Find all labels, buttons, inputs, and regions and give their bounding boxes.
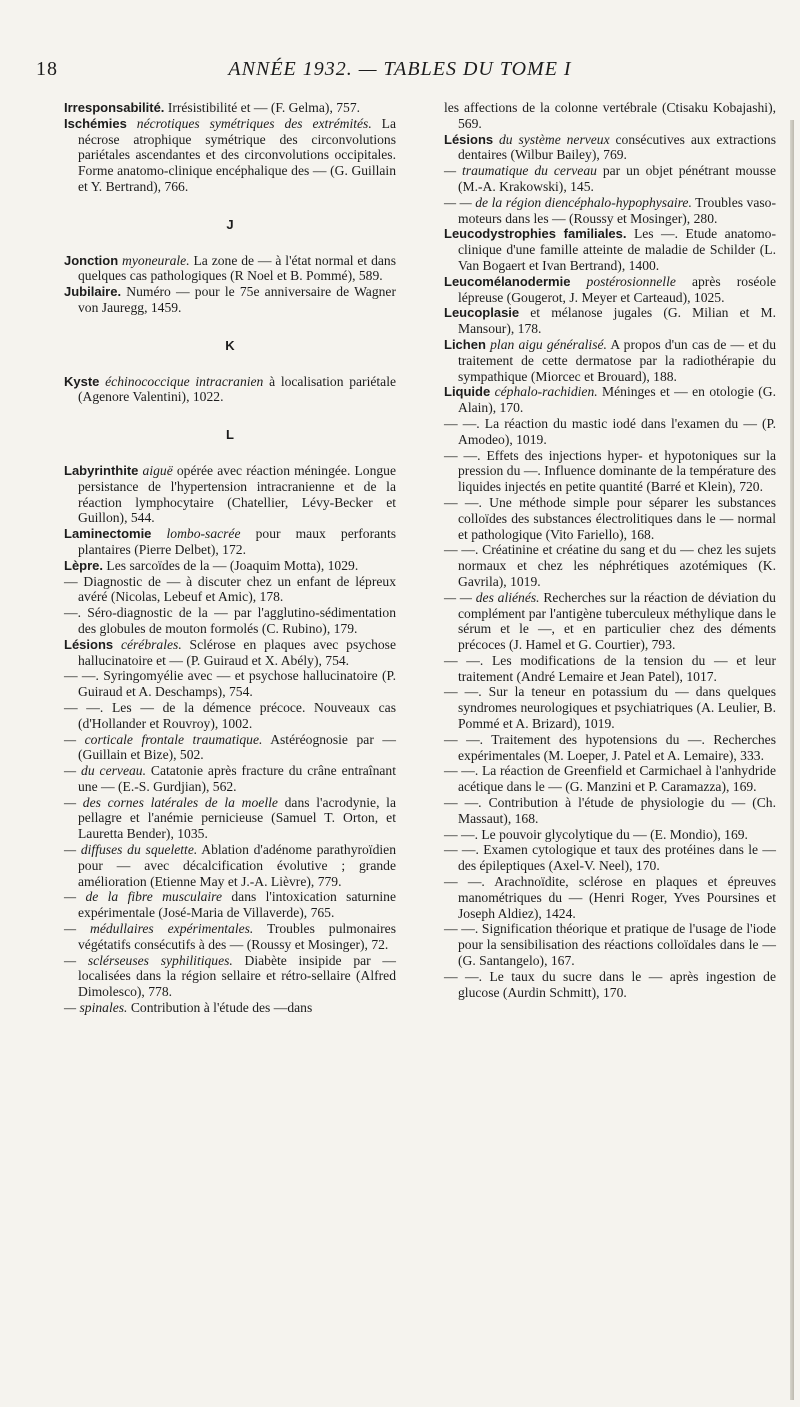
- index-entry: [444, 132, 776, 164]
- entry-text: — —. Une méthode simple pour séparer les substances colloïdes des substances électrolitiques dans le — normal et pathologique (Vito Fariello), 168.: [444, 494, 776, 542]
- page-spine-edge: [790, 120, 794, 1400]
- entry-headword: Lésions: [444, 131, 494, 147]
- entry-text: Contribution à l'étude des —dans: [127, 1000, 313, 1016]
- index-entry: [64, 284, 396, 316]
- entry-text: — —. Le pouvoir glycolytique du — (E. Mondio), 169.: [444, 826, 748, 842]
- entry-text: — —. Sur la teneur en potassium du — dans quelques syndromes neurologiques et psychiatriques (A. Leulier, B. Pommé et A. Brizard), 1019.: [444, 684, 776, 732]
- entry-headword: Kyste: [64, 373, 100, 389]
- entry-text: —. Séro-diagnostic de la — par l'agglutino-sédimentation des globules de mouton formolés (C. Rubino), 179.: [64, 605, 396, 636]
- entry-text: Astéréognosie par — (Guillain et Bize), 502.: [78, 731, 396, 763]
- index-entry: [64, 842, 396, 889]
- index-entry: [444, 795, 776, 827]
- index-entry: [444, 384, 776, 416]
- entry-text: à localisation pariétale (Agenore Valentini), 1022.: [78, 373, 396, 405]
- entry-text: — —. Les — de la démence précoce. Nouveaux cas (d'Hollander et Rouvroy), 1002.: [64, 699, 396, 731]
- entry-subheading: — traumatique du cerveau: [444, 163, 597, 179]
- entries-group-j: [64, 253, 396, 316]
- entry-text: Irrésistibilité et — (F. Gelma), 757.: [164, 100, 361, 115]
- index-entry: [444, 684, 776, 731]
- entry-text: Catatonie après fracture du crâne entraînant une — (E.-S. Gurdjian), 562.: [78, 763, 396, 794]
- entry-subheading: plan aigu généralisé.: [485, 336, 607, 352]
- index-entry: [64, 574, 396, 606]
- index-entry: [64, 795, 396, 842]
- entry-text: — —. La réaction du mastic iodé dans l'examen du — (P. Amodeo), 1019.: [444, 415, 776, 447]
- entry-text: Méninges et — en otologie (G. Alain), 170.: [458, 384, 776, 416]
- right-column: [444, 100, 776, 1000]
- entries-group-l: [64, 463, 396, 1016]
- index-entry: [444, 100, 776, 132]
- entry-subheading: myoneurale.: [118, 252, 190, 268]
- index-entry: [64, 1000, 396, 1016]
- index-entry: [444, 969, 776, 1001]
- entries-group-right: [444, 100, 776, 1000]
- index-entry: [444, 590, 776, 653]
- index-entry: [64, 921, 396, 953]
- index-entry: [64, 374, 396, 406]
- index-entry: [64, 116, 396, 195]
- entry-subheading: — sclérseuses syphilitiques.: [64, 952, 233, 968]
- entry-subheading: — médullaires expérimentales.: [64, 921, 254, 937]
- entry-subheading: cérébrales.: [113, 636, 182, 652]
- entry-subheading: — de la fibre musculaire: [64, 889, 222, 905]
- page-number: 18: [36, 58, 58, 80]
- entry-text: — —. Traitement des hypotensions du —. Recherches expérimentales (M. Loeper, J. Patel et A. Lemaire), 333.: [444, 731, 776, 763]
- entry-headword: Liquide: [444, 384, 491, 400]
- index-entry: [64, 605, 396, 637]
- entry-text: opérée avec réaction méningée. Longue persistance de l'hypertension intracranienne et de la réaction lymphocytaire (Chatellier, Lévy-Becker et Guillon), 544.: [78, 462, 396, 526]
- entry-headword: Laminectomie: [64, 526, 152, 542]
- index-entry: [444, 448, 776, 495]
- index-entry: [444, 226, 776, 273]
- entries-group-k: [64, 374, 396, 406]
- entry-headword: Ischémies: [64, 115, 127, 131]
- entry-subheading: — — de la région diencéphalo-hypophysaire.: [444, 194, 692, 210]
- entry-text: — —. Examen cytologique et taux des protéines dans le — des épileptiques (Axel-V. Neel), 170.: [444, 842, 776, 874]
- index-entry: [444, 163, 776, 195]
- index-entry: [64, 526, 396, 558]
- entry-text: pour maux perforants plantaires (Pierre Delbet), 172.: [78, 526, 397, 557]
- entry-text: — —. Les modifications de la tension du — et leur traitement (André Lemaire et Jean Patel), 1017.: [444, 652, 776, 684]
- running-head: ANNÉE 1932. — TABLES DU TOME I: [228, 58, 572, 80]
- index-entry: [444, 653, 776, 685]
- entry-text: Les —. Etude anatomo-clinique d'une famille atteinte de maladie de Schilder (L. Van Bogaert et Ivan Bertrand), 1400.: [458, 226, 776, 273]
- entry-text: — —. Créatinine et créatine du sang et du — chez les sujets normaux et chez les néphrétiques azotémiques (K. Gavrila), 1019.: [444, 542, 776, 589]
- entry-subheading: — spinales.: [64, 1000, 128, 1016]
- entry-text: Diabète insipide par — localisées dans la région sellaire et rétro-sellaire (Alfred Dimolesco), 778.: [78, 952, 396, 1000]
- index-entry: [64, 889, 396, 921]
- entry-text: — —. Syringomyélie avec — et psychose hallucinatoire (P. Guiraud et A. Deschamps), 754.: [64, 668, 396, 700]
- entry-text: Numéro — pour le 75e anniversaire de Wagner von Jauregg, 1459.: [78, 284, 396, 315]
- index-entry: [444, 842, 776, 874]
- entry-subheading: — corticale frontale traumatique.: [64, 731, 263, 747]
- entry-text: et mélanose jugales (G. Milian et M. Mansour), 178.: [458, 305, 776, 337]
- page-header: [0, 58, 800, 88]
- entry-subheading: — du cerveau.: [64, 763, 146, 779]
- entry-headword: Jonction: [64, 252, 119, 268]
- entry-text: La zone de — à l'état normal et dans quelques cas pathologiques (R Noel et B. Pommé), 589.: [78, 252, 396, 284]
- entry-headword: Jubilaire.: [64, 284, 122, 300]
- index-entry: [64, 100, 396, 116]
- entry-subheading: échinococcique intracranien: [99, 373, 264, 389]
- index-entry: [444, 195, 776, 227]
- index-entry: [64, 953, 396, 1000]
- index-entry: [444, 732, 776, 764]
- entry-text: les affections de la colonne vertébrale (Ctisaku Kobajashi), 569.: [444, 100, 776, 131]
- index-entry: [444, 763, 776, 795]
- entry-text: Troubles pulmonaires végétatifs consécutifs à des — (Roussy et Mosinger), 72.: [78, 921, 396, 952]
- entry-text: après roséole lépreuse (Gougerot, J. Meyer et Carteaud), 1025.: [458, 273, 776, 305]
- entry-subheading: aiguë: [138, 462, 173, 478]
- entry-subheading: lombo-sacrée: [151, 526, 241, 542]
- entry-subheading: du système nerveux: [493, 131, 610, 147]
- left-column: [64, 100, 396, 1016]
- entry-subheading: postérosionnelle: [570, 273, 676, 289]
- entry-text: — —. Effets des injections hyper- et hypotoniques sur la pression du —. Influence dominante de la température des liquides injectés en petite quantité (Barré et Klein), 720.: [444, 447, 776, 495]
- entry-headword: Leucoplasie: [444, 305, 520, 321]
- index-entry: [64, 668, 396, 700]
- entry-headword: Leucodystrophies familiales.: [444, 226, 627, 242]
- index-entry: [444, 495, 776, 542]
- section-letter-l: L: [226, 427, 234, 443]
- index-entry: [444, 874, 776, 921]
- entry-text: La nécrose atrophique symétrique des circonvolutions pariétales ascendantes et des circonvolutions occipitales. Forme anatomo-clinique encéphalique des — (G. Guillain et Y. Bertrand), 766.: [78, 115, 396, 194]
- entry-text: Les sarcoïdes de la — (Joaquim Motta), 1029.: [103, 557, 359, 573]
- entry-headword: Labyrinthite: [64, 462, 139, 478]
- index-entry: [64, 558, 396, 574]
- section-letter-k: K: [225, 337, 235, 353]
- index-entry: [64, 700, 396, 732]
- entry-headword: Lésions: [64, 636, 114, 652]
- index-entry: [444, 305, 776, 337]
- entry-text: dans l'acrodynie, la pellagre et l'anémie pernicieuse (Samuel T. Orton, et Lauretta Bender), 1035.: [78, 794, 396, 842]
- entry-text: — —. Contribution à l'étude de physiologie du — (Ch. Massaut), 168.: [444, 795, 776, 826]
- index-entry: [444, 337, 776, 384]
- entry-text: dans l'intoxication saturnine expérimentale (José-Maria de Villaverde), 765.: [78, 889, 396, 921]
- entry-subheading: — diffuses du squelette.: [64, 842, 198, 858]
- entry-headword: Leucomélanodermie: [444, 273, 571, 289]
- entry-text: Recherches sur la réaction de déviation du complément par l'antigène tuberculeux méthylique dans le sérum et le —, et en particulier chez des déments précoces (J. Hamel et G. Courtier), 793.: [458, 589, 776, 653]
- entry-subheading: — — des aliénés.: [444, 589, 540, 605]
- entry-text: — —. Arachnoïdite, sclérose en plaques et épreuves manométriques du — (Henri Roger, Yves Poursines et Joseph Aldiez), 1424.: [444, 874, 776, 921]
- entry-headword: Lèpre.: [64, 557, 104, 573]
- index-entry: [64, 637, 396, 669]
- index-entry: [444, 921, 776, 968]
- entry-text: — —. La réaction de Greenfield et Carmichael à l'anhydride acétique dans le — (G. Manzini et P. Caramazza), 169.: [444, 763, 776, 795]
- index-entry: [444, 542, 776, 589]
- entry-subheading: — des cornes latérales de la moelle: [64, 794, 278, 810]
- entry-text: consécutives aux extractions dentaires (Wilbur Bailey), 769.: [458, 131, 776, 163]
- entry-text: Troubles vaso-moteurs dans les — (Roussy et Mosinger), 280.: [458, 194, 776, 226]
- entry-text: Sclérose en plaques avec psychose hallucinatoire et — (P. Guiraud et X. Abély), 754.: [78, 636, 396, 668]
- index-entry: [64, 463, 396, 526]
- index-entry: [444, 274, 776, 306]
- index-entry: [64, 732, 396, 764]
- entry-subheading: céphalo-rachidien.: [490, 384, 598, 400]
- entry-headword: Irresponsabilité.: [64, 100, 165, 115]
- entry-text: A propos d'un cas de — et du traitement de cette dermatose par la radiothérapie du sympathique (Miorcec et Brouard), 188.: [458, 336, 776, 384]
- index-entry: [64, 763, 396, 795]
- entries-group-a: [64, 100, 396, 195]
- entry-text: Ablation d'adénome parathyroïdien pour — avec décalcification évolutive ; grande amélioration (Etienne May et J.-A. Lièvre), 779.: [78, 842, 396, 889]
- index-entry: [444, 416, 776, 448]
- section-letter-j: J: [226, 216, 234, 232]
- entry-text: — —. Le taux du sucre dans le — après ingestion de glucose (Aurdin Schmitt), 170.: [444, 968, 776, 1000]
- entry-text: — —. Signification théorique et pratique de l'usage de l'iode pour la sensibilisation des réactions colloïdales dans le — (G. Santangelo), 167.: [444, 921, 776, 969]
- index-entry: [444, 827, 776, 843]
- entry-text: — Diagnostic de — à discuter chez un enfant de lépreux avéré (Nicolas, Lebeuf et Amic), 178.: [64, 573, 396, 605]
- index-entry: [64, 253, 396, 285]
- entry-headword: Lichen: [444, 336, 486, 352]
- entry-subheading: nécrotiques symétriques des extrémités.: [126, 115, 372, 131]
- entry-text: par un objet pénétrant mousse (M.-A. Krakowski), 145.: [458, 163, 776, 194]
